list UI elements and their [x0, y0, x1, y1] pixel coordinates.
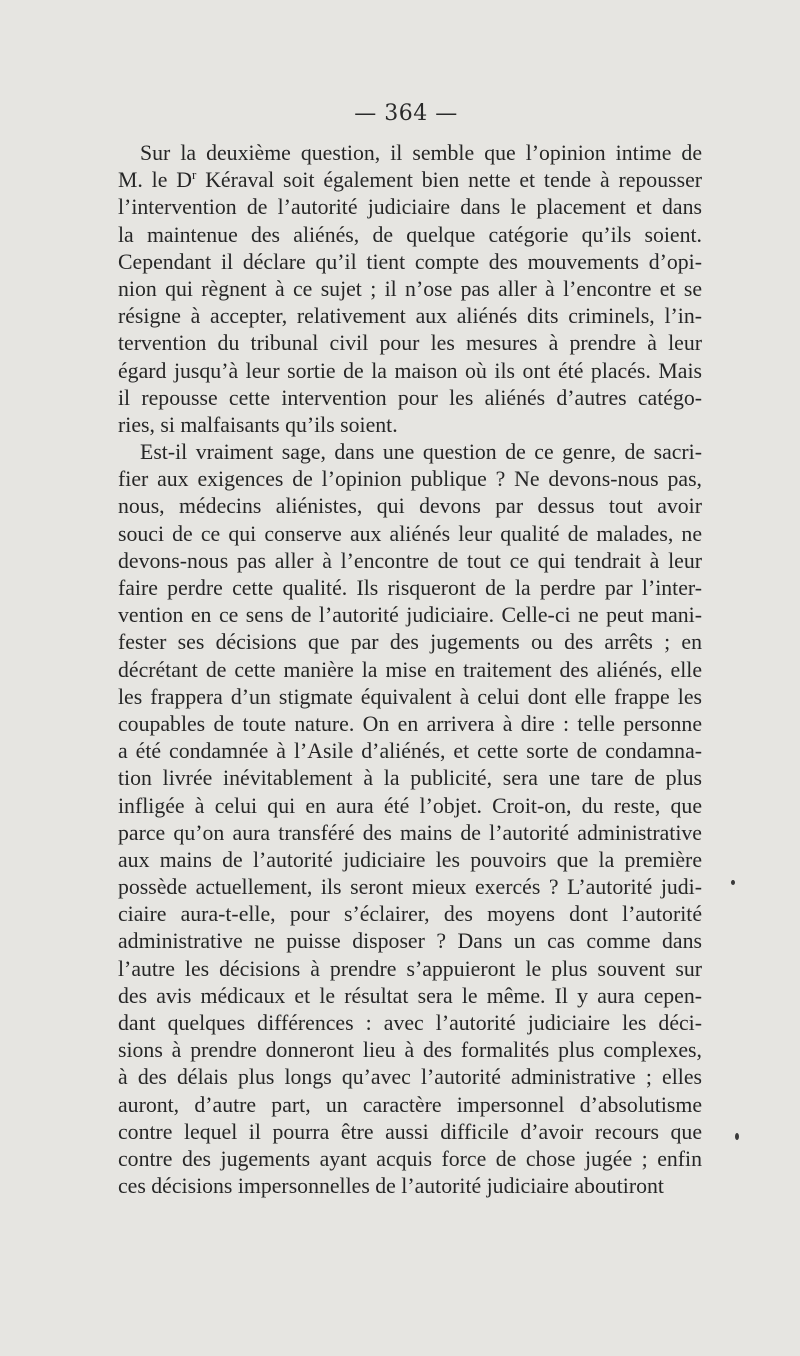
text-line: l’autre les décisions à prendre s’appuieront le plus souvent sur	[118, 956, 702, 981]
text-line: M. le $D^r$ Kéraval soit également bien nette et tende à repousser	[118, 167, 703, 193]
superscript: r	[192, 167, 197, 183]
text-line: souci de ce qui conserve aux aliénés leur qualité de malades, ne	[118, 521, 702, 546]
text-line: il repousse cette intervention pour les aliénés d’autres catégo-	[118, 385, 702, 410]
text-line: contre lequel il pourra être aussi difficile d’avoir recours que	[118, 1119, 702, 1144]
text-line: Sur la deuxième question, il semble que l’opinion intime de	[140, 141, 702, 165]
print-speck	[735, 1133, 739, 1140]
text-line: administrative ne puisse disposer ? Dans un cas comme dans	[118, 929, 702, 954]
text-line: résigne à accepter, relativement aux aliénés dits criminels, l’in-	[118, 304, 702, 329]
text-line: les frappera d’un stigmate équivalent à celui dont elle frappe les	[118, 684, 702, 709]
text-line: décrétant de cette manière la mise en traitement des aliénés, elle	[118, 657, 702, 682]
text-line: sions à prendre donneront lieu à des formalités plus complexes,	[118, 1038, 702, 1063]
paragraph	[118, 439, 702, 1200]
text-line: ces décisions impersonnelles de l’autorité judiciaire aboutiront	[118, 1174, 664, 1199]
text-line: égard jusqu’à leur sortie de la maison où ils ont été placés. Mais	[118, 358, 702, 383]
text-line: vention en ce sens de l’autorité judiciaire. Celle-ci ne peut mani-	[118, 603, 702, 628]
text-line: possède actuellement, ils seront mieux exercés ? L’autorité judi-	[118, 875, 702, 900]
text-line: l’intervention de l’autorité judiciaire dans le placement et dans	[118, 195, 702, 220]
body-text	[118, 140, 702, 1200]
text-line: Est-il vraiment sage, dans une question de ce genre, de sacri-	[140, 440, 702, 465]
paragraph	[118, 140, 702, 439]
text-line: Cependant il déclare qu’il tient compte des mouvements d’opi-	[118, 249, 702, 274]
text-line: infligée à celui qui en aura été l’objet. Croit-on, du reste, que	[118, 793, 702, 818]
text-line: dant quelques différences : avec l’autorité judiciaire les déci-	[118, 1011, 702, 1035]
text-line: à des délais plus longs qu’avec l’autorité administrative ; elles	[118, 1065, 702, 1090]
print-speck	[731, 880, 735, 885]
text-line: a été condamnée à l’Asile d’aliénés, et cette sorte de condamna-	[118, 739, 702, 764]
text-line: ciaire aura-t-elle, pour s’éclairer, des moyens dont l’autorité	[118, 902, 702, 927]
text-line: auront, d’autre part, un caractère impersonnel d’absolutisme	[118, 1092, 702, 1117]
text-line: faire perdre cette qualité. Ils risqueront de la perdre par l’inter-	[118, 576, 702, 600]
text-line: contre des jugements ayant acquis force de chose jugée ; enfin	[118, 1146, 702, 1171]
text-line: ries, si malfaisants qu’ils soient.	[118, 412, 398, 437]
text-line: fester ses décisions que par des jugements ou des arrêts ; en	[118, 630, 702, 655]
text-line: tervention du tribunal civil pour les mesures à prendre à leur	[118, 331, 702, 356]
text-line: devons-nous pas aller à l’encontre de tout ce qui tendrait à leur	[118, 548, 702, 573]
text-line: nion qui règnent à ce sujet ; il n’ose pas aller à l’encontre et se	[118, 276, 702, 301]
text-line: tion livrée inévitablement à la publicité, sera une tare de plus	[118, 766, 702, 791]
text-line: coupables de toute nature. On en arrivera à dire : telle personne	[118, 711, 702, 736]
text-line: fier aux exigences de l’opinion publique ? Ne devons-nous pas,	[118, 467, 702, 492]
text-line: aux mains de l’autorité judiciaire les pouvoirs que la première	[118, 847, 702, 872]
text-line: nous, médecins aliénistes, qui devons par dessus tout avoir	[118, 494, 702, 519]
text-line: des avis médicaux et le résultat sera le même. Il y aura cepen-	[118, 983, 702, 1008]
page-number: — 364 —	[354, 101, 458, 126]
text-line: parce qu’on aura transféré des mains de l’autorité administrative	[118, 820, 702, 845]
text-line: la maintenue des aliénés, de quelque catégorie qu’ils soient.	[118, 222, 702, 247]
